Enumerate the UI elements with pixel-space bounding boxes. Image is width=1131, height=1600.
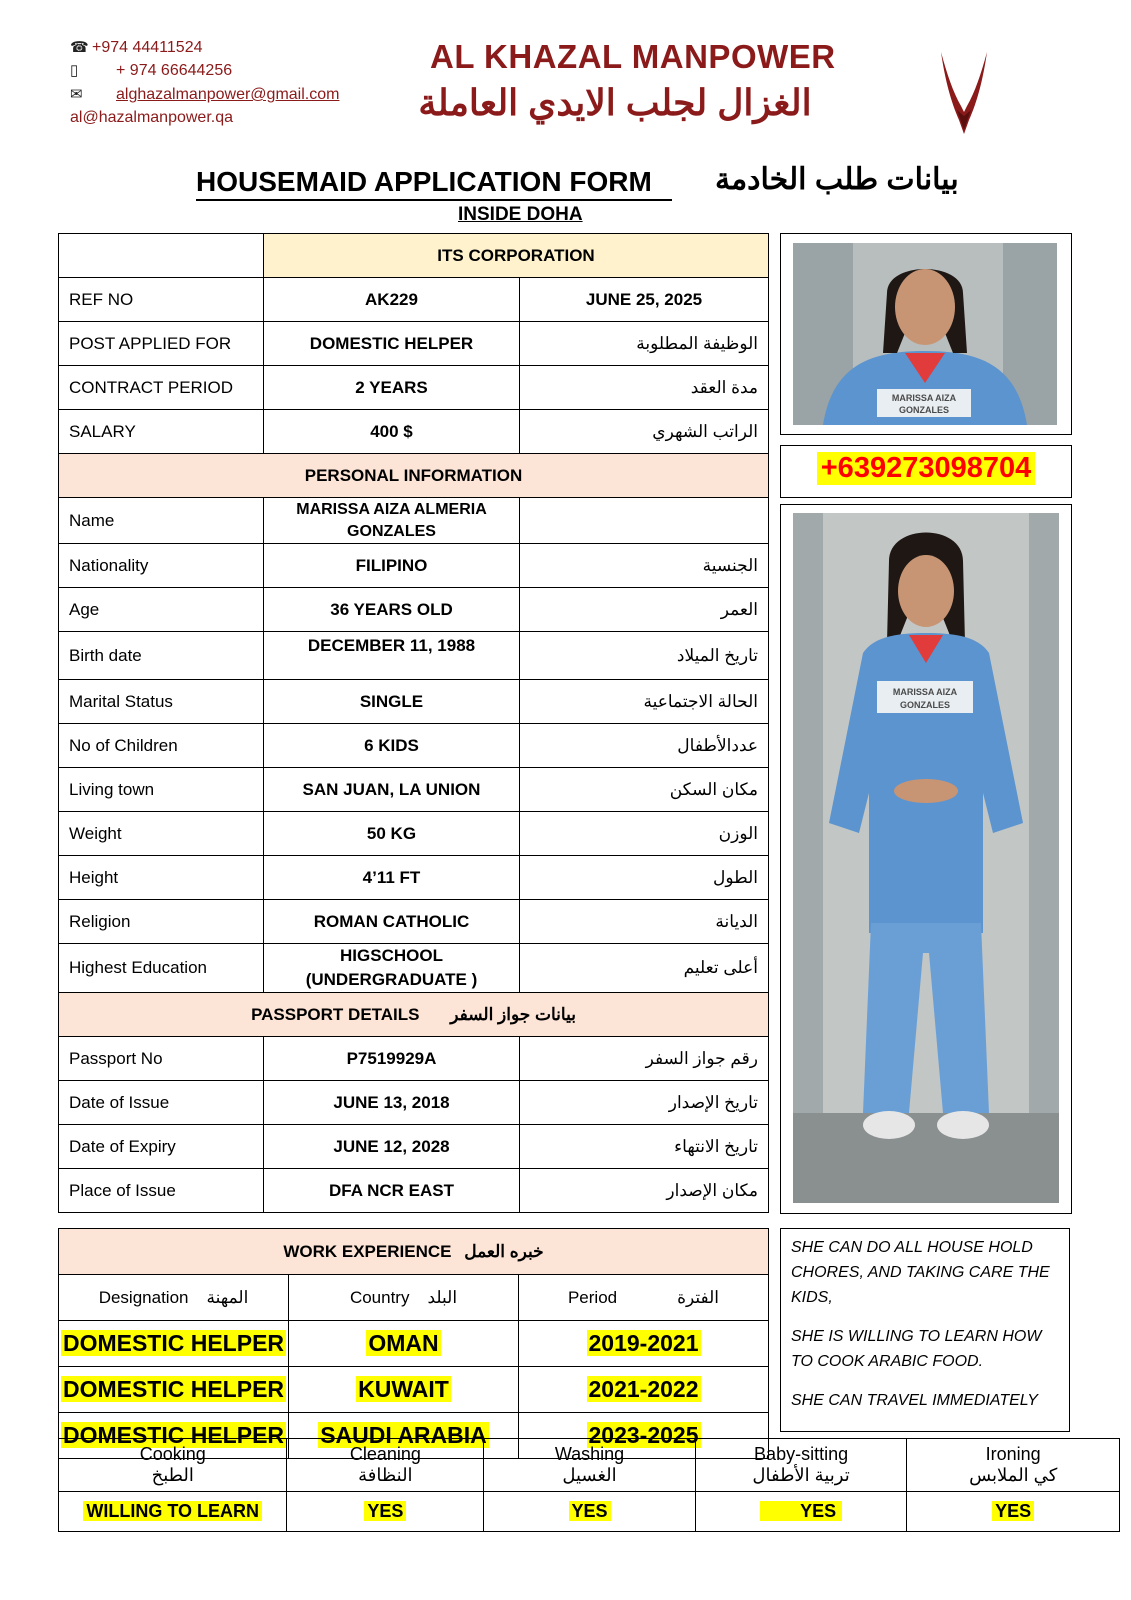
portrait-illustration — [793, 243, 1057, 425]
work-section-header: WORK EXPERIENCE خبره العمل — [59, 1229, 769, 1275]
skills-table — [58, 1438, 1120, 1532]
phone-line-1: ☎ +974 44411524 — [70, 39, 203, 56]
table-row: Weight 50 KG الوزن — [59, 812, 769, 856]
phone-line-2: ▯ + 974 66644256 — [70, 62, 233, 79]
contact-phone-box — [780, 445, 1072, 498]
full-body-illustration — [793, 513, 1059, 1203]
name-row: Name MARISSA AIZA ALMERIA GONZALES — [59, 498, 769, 544]
table-row: Date of Expiry JUNE 12, 2028 تاريخ الانتهاء — [59, 1125, 769, 1169]
work-experience-table — [58, 1228, 769, 1459]
website-line: al@hazalmanpower.qa — [70, 109, 234, 126]
table-row: Birth date DECEMBER 11, 1988 تاريخ الميلاد — [59, 632, 769, 680]
brand-name-ar: الغزال لجلب الايدي العاملة — [418, 82, 812, 123]
full-body-photo-frame — [780, 504, 1072, 1214]
work-column-headers: Designation المهنة Country البلد Period الفترة — [59, 1275, 769, 1321]
portrait-photo-frame — [780, 233, 1072, 435]
table-row: Place of Issue DFA NCR EAST مكان الإصدار — [59, 1169, 769, 1213]
brand-name-en: AL KHAZAL MANPOWER — [430, 38, 836, 75]
table-row: Marital Status SINGLE الحالة الاجتماعية — [59, 680, 769, 724]
passport-section-header: PASSPORT DETAILS بيانات جواز السفر — [59, 993, 769, 1037]
badge-line-1: MARISSA AIZA — [891, 393, 957, 403]
skills-header-row: Cooking الطبخ Cleaning النظافة Washing الغسيل Baby-sitting تربية الأطفال Ironing كي الملابس — [59, 1439, 1120, 1492]
email-line: ✉ alghazalmanpower@gmail.com — [70, 86, 340, 103]
full-body-photo — [793, 513, 1059, 1203]
table-row: Date of Issue JUNE 13, 2018 تاريخ الإصدار — [59, 1081, 769, 1125]
ref-row: REF NO AK229 JUNE 25, 2025 — [59, 278, 769, 322]
portrait-photo — [793, 243, 1057, 425]
table-row: Living town SAN JUAN, LA UNION مكان السكن — [59, 768, 769, 812]
table-row: POST APPLIED FOR DOMESTIC HELPER الوظيفة المطلوبة — [59, 322, 769, 366]
table-row: No of Children 6 KIDS عددالأطفال — [59, 724, 769, 768]
company-row — [59, 234, 769, 278]
table-row: SALARY 400 $ الراتب الشهري — [59, 410, 769, 454]
skills-answer-row: WILLING TO LEARN YES YES YES YES — [59, 1492, 1120, 1532]
envelope-icon: ✉ — [70, 86, 83, 103]
table-row: Age 36 YEARS OLD العمر — [59, 588, 769, 632]
contact-phone-number[interactable]: +639273098704 — [817, 452, 1035, 485]
form-subtitle: INSIDE DOHA — [458, 204, 583, 225]
mobile-phone-icon: ▯ — [70, 62, 79, 79]
gazelle-logo-icon — [935, 50, 993, 136]
remarks-box: SHE CAN DO ALL HOUSE HOLD CHORES, AND TAKING CARE THE KIDS, SHE IS WILLING TO LEARN HOW TO COOK ARABIC FOOD. SHE CAN TRAVEL IMMEDIATELY — [780, 1228, 1070, 1432]
personal-section-header: PERSONAL INFORMATION — [59, 454, 769, 498]
application-table — [58, 233, 769, 1213]
table-row: DOMESTIC HELPER OMAN 2019-2021 — [59, 1321, 769, 1367]
ref-number: AK229 — [264, 278, 520, 322]
form-title-ar: بيانات طلب الخادمة — [715, 163, 959, 196]
badge-line-2: GONZALES — [898, 405, 950, 415]
table-row: Religion ROMAN CATHOLIC الديانة — [59, 900, 769, 944]
education-row: Highest Education HIGSCHOOL (UNDERGRADUATE ) أعلى تعليم — [59, 944, 769, 993]
table-row: Passport No P7519929A رقم جواز السفر — [59, 1037, 769, 1081]
badge-line-1: MARISSA AIZA — [892, 687, 958, 697]
table-row: DOMESTIC HELPER SAUDI ARABIA 2023-2025 — [59, 1413, 769, 1459]
ref-date: JUNE 25, 2025 — [520, 278, 769, 322]
table-row: Height 4’11 FT الطول — [59, 856, 769, 900]
telephone-icon: ☎ — [70, 39, 89, 56]
table-row: DOMESTIC HELPER KUWAIT 2021-2022 — [59, 1367, 769, 1413]
title-underline — [196, 199, 672, 201]
form-title-en: HOUSEMAID APPLICATION FORM — [196, 166, 652, 197]
company-name: ITS CORPORATION — [264, 234, 769, 278]
table-row: CONTRACT PERIOD 2 YEARS مدة العقد — [59, 366, 769, 410]
badge-line-2: GONZALES — [899, 700, 951, 710]
table-row: Nationality FILIPINO الجنسية — [59, 544, 769, 588]
